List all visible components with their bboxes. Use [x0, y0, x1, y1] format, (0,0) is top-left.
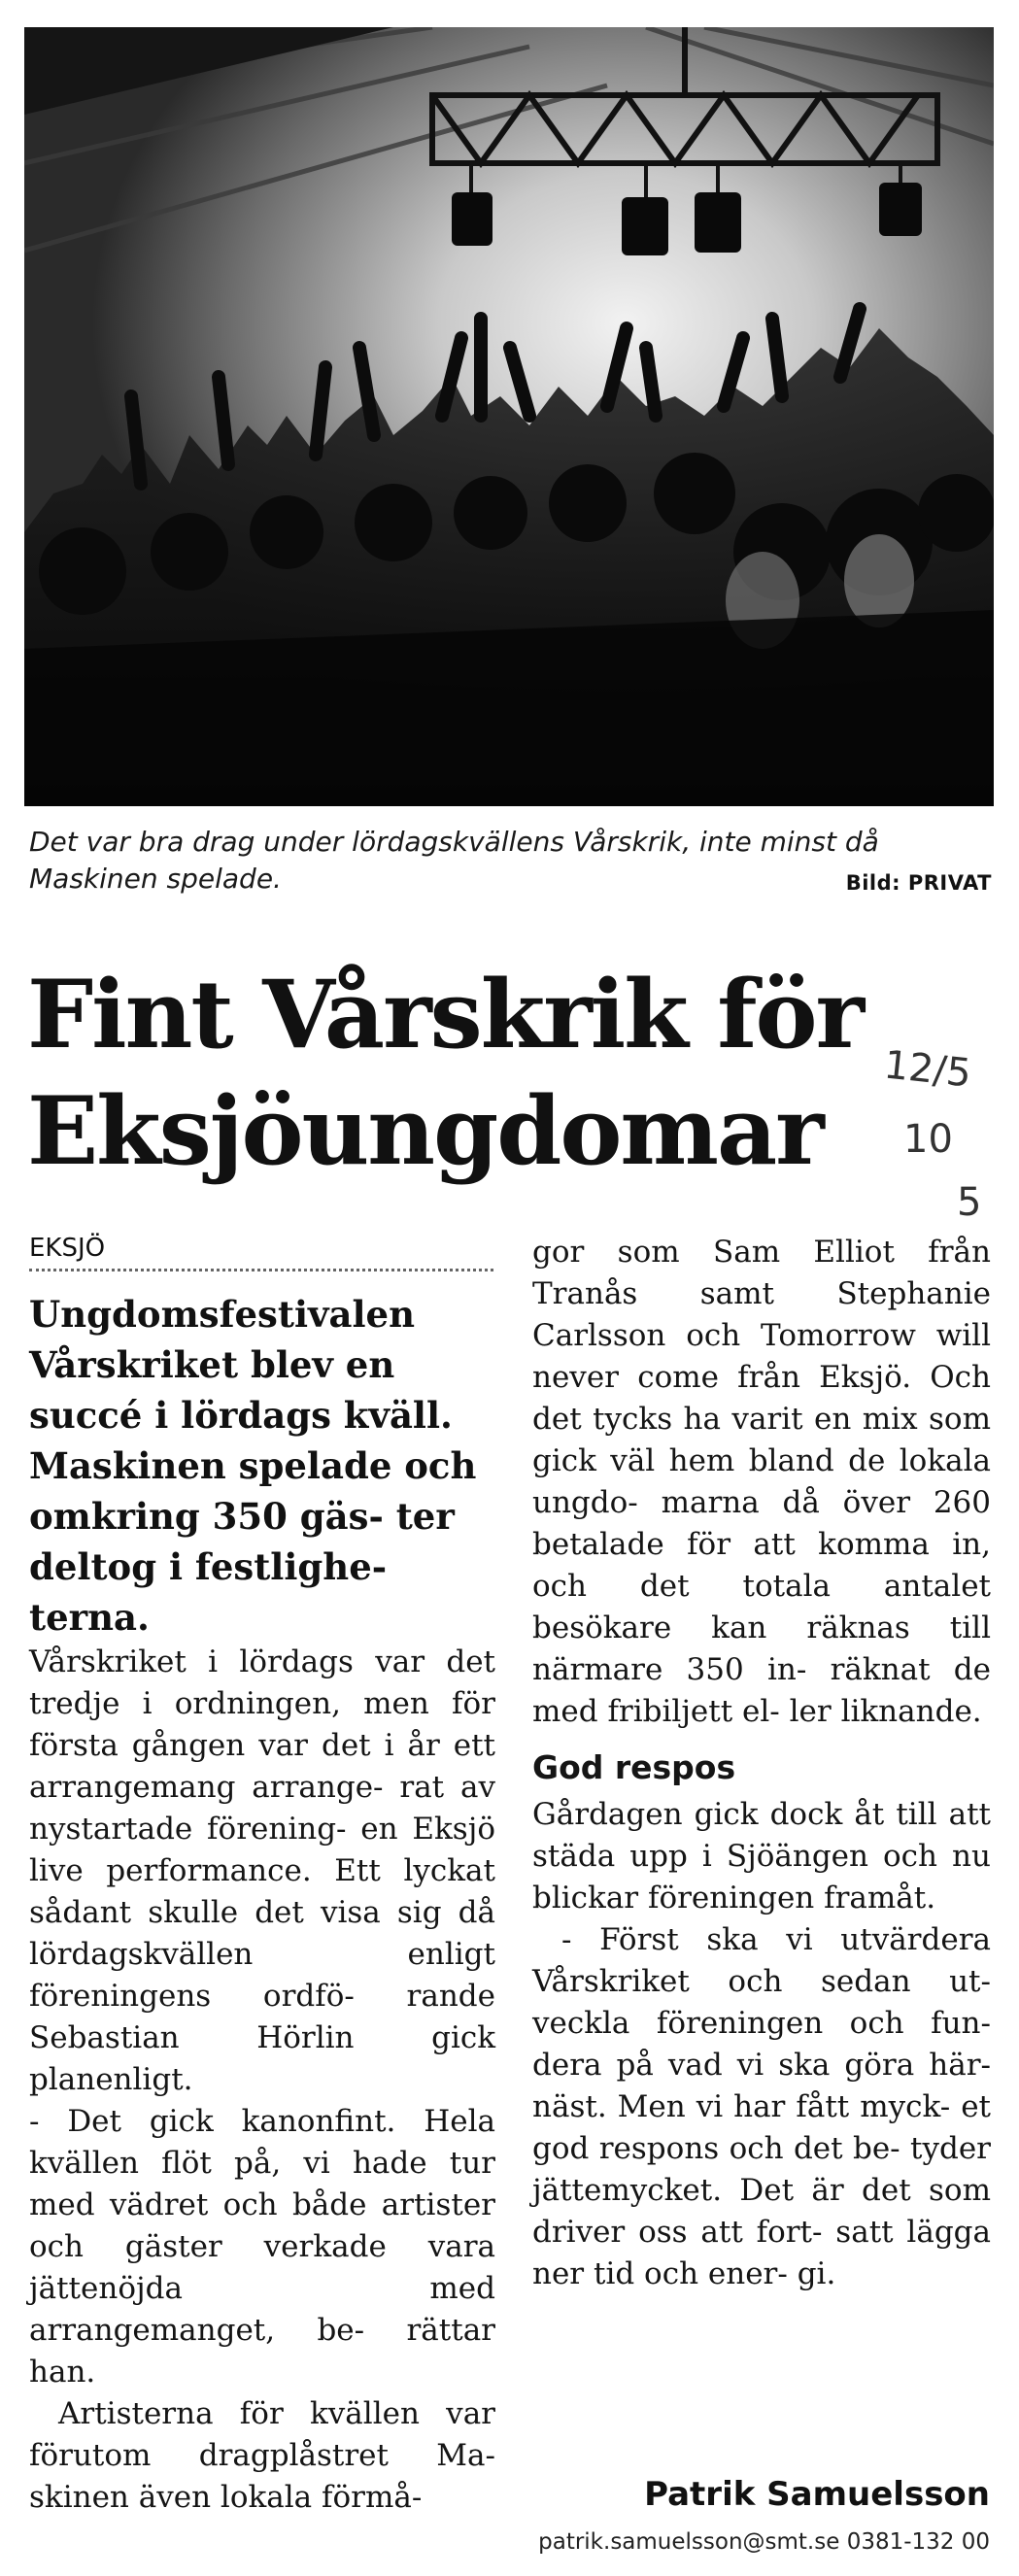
body-paragraph: - Först ska vi utvärdera Vårskriket och sedan ut- veckla föreningen och fun- dera på vad vi ska göra här- näst. Men vi har fått myck- et god respons och det be- tyder jättemycket. Det är det som driver oss att fort- satt lägga ner tid och ener- gi.	[532, 1922, 991, 2291]
author-contact: patrik.samuelsson@smt.se 0381-132 00	[538, 2529, 990, 2555]
subheading: God respos	[532, 1748, 736, 1786]
byline: Patrik Samuelsson	[644, 2475, 990, 2514]
lead-paragraph: Ungdomsfestivalen Vårskriket blev en succé i lördags kväll. Maskinen spelade och omkring 350 gäs- ter deltog i festlighe- terna.	[29, 1293, 477, 1639]
concert-photo	[24, 27, 994, 806]
photo-caption: Det var bra drag under lördagskvällens Vårskrik, inte minst då Maskinen spelade.	[29, 826, 879, 895]
handwritten-note-1: 12/5	[881, 1042, 973, 1097]
body-paragraph: Vårskriket i lördags var det tredje i ordningen, men för första gången var det i år ett arrangemang arrange- rat av nystartade förening- en Eksjö live performance. Ett lyckat sådant skulle det visa sig då lördagskvällen enligt föreningens ordfö- rande Sebastian Hörlin gick planenligt.	[29, 1644, 495, 2097]
body-paragraph: Gårdagen gick dock åt till att städa upp i Sjöängen och nu blickar föreningen framåt.	[532, 1797, 991, 1915]
dateline: EKSJÖ	[29, 1234, 493, 1271]
body-paragraph: gor som Sam Elliot från Tranås samt Stephanie Carlsson och Tomorrow will never come från Eksjö. Och det tycks ha varit en mix som gick väl hem bland de lokala ungdo- marna då över 260 betalade för att komma in, och det totala antalet besökare kan räknas till närmare 350 in- räknat de med fribiljett el- ler liknande.	[532, 1235, 991, 1729]
body-paragraph: - Det gick kanonfint. Hela kvällen flöt på, vi hade tur med vädret och både artister och gäster verkade vara jättenöjda med arrangemanget, be- rättar han.	[29, 2104, 495, 2390]
concert-photo-image	[24, 27, 994, 806]
handwritten-note-2: 10	[903, 1117, 953, 1162]
headline-line-1: Fint Vårskrik för	[27, 960, 864, 1069]
body-column-left	[29, 1642, 495, 2519]
headline	[27, 957, 901, 1190]
body-paragraph: Artisterna för kvällen var förutom dragplåstret Ma- skinen även lokala förmå-	[29, 2396, 495, 2515]
handwritten-note-3: 5	[957, 1180, 982, 1225]
photo-credit: Bild: PRIVAT	[845, 871, 992, 895]
body-column-right	[532, 1232, 991, 2295]
headline-line-2: Eksjöungdomar	[27, 1076, 823, 1186]
